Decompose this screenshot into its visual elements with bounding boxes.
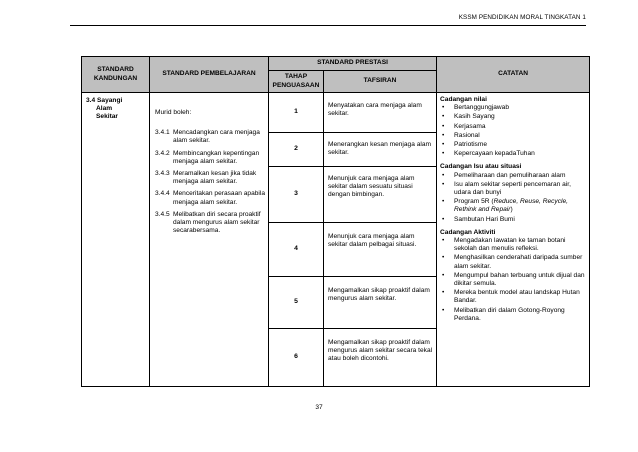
standards-table bbox=[81, 56, 590, 387]
tahap-6: 6 bbox=[269, 329, 324, 387]
list-item: • Rasional bbox=[442, 131, 480, 139]
list-item: • Sambutan Hari Bumi bbox=[442, 215, 515, 223]
header-standard-kandungan: STANDARD KANDUNGAN bbox=[82, 57, 150, 93]
tahap-2: 2 bbox=[269, 133, 324, 167]
sp-item-num: 3.4.2 bbox=[155, 149, 170, 157]
sk-num: 3.4 bbox=[86, 97, 96, 104]
nilai-list bbox=[440, 104, 586, 158]
header-tahap-penguasaan: TAHAP PENGUASAAN bbox=[269, 71, 324, 93]
tafsiran-5: Mengamalkan sikap proaktif dalam mengurus alam sekitar. bbox=[324, 277, 437, 329]
tafsiran-6: Mengamalkan sikap proaktif dalam mengurus alam sekitar secara tekal atau boleh dicontohi. bbox=[324, 329, 437, 387]
list-item: • Melibatkan diri dalam Gotong-Royong Perdana. bbox=[442, 306, 565, 322]
header-standard-prestasi: STANDARD PRESTASI bbox=[269, 57, 437, 71]
list-item: • Mengumpul bahan terbuang untuk dijual dan dikitar semula. bbox=[442, 271, 585, 288]
standard-pembelajaran-cell bbox=[150, 93, 269, 387]
tahap-3: 3 bbox=[269, 167, 324, 223]
document-header: KSSM PENDIDIKAN MORAL TINGKATAN 1 bbox=[458, 14, 586, 21]
sk-title-3: Sekitar bbox=[96, 113, 118, 121]
page-number: 37 bbox=[315, 404, 323, 411]
tahap-1: 1 bbox=[269, 93, 324, 133]
sp-item-text: Membincangkan kepentingan menjaga alam sekitar. bbox=[173, 149, 260, 165]
list-item: • Mereka bentuk model atau landskap Hutan Bandar. bbox=[442, 289, 580, 305]
cadangan-nilai-heading: Cadangan nilai bbox=[440, 96, 487, 103]
list-item: • Bertanggungjawab bbox=[442, 104, 510, 112]
tahap-4: 4 bbox=[269, 223, 324, 277]
sp-item-num: 3.4.5 bbox=[155, 210, 170, 218]
list-item: • Kasih Sayang bbox=[442, 113, 495, 121]
sp-item-num: 3.4.4 bbox=[155, 190, 170, 198]
sp-item bbox=[155, 170, 266, 186]
cadangan-isu-heading: Cadangan Isu atau situasi bbox=[440, 163, 522, 171]
list-item: • Patriotisme bbox=[442, 141, 487, 149]
list-item: • Menghasilkan cenderahati daripada sumber alam sekitar. bbox=[442, 254, 583, 270]
cadangan-aktiviti-heading: Cadangan Aktiviti bbox=[440, 228, 496, 236]
header-tafsiran: TAFSIRAN bbox=[324, 71, 437, 93]
header-standard-pembelajaran: STANDARD PEMBELAJARAN bbox=[150, 57, 269, 93]
header-catatan: CATATAN bbox=[437, 57, 590, 93]
sp-item-num: 3.4.3 bbox=[155, 170, 170, 178]
aktiviti-list bbox=[440, 237, 586, 323]
tafsiran-3: Menunjuk cara menjaga alam sekitar dalam sesuatu situasi dengan bimbingan. bbox=[324, 167, 437, 223]
tafsiran-1: Menyatakan cara menjaga alam sekitar. bbox=[324, 93, 437, 133]
sp-item bbox=[155, 129, 266, 145]
sk-title-1: Sayangi bbox=[97, 97, 123, 104]
sp-item-text: Meramalkan kesan jika tidak menjaga alam sekitar. bbox=[173, 170, 257, 186]
list-item: • Pemeliharaan dan pemuliharaan alam bbox=[442, 171, 566, 179]
sp-item-text: Menceritakan perasaan apabila menjaga alam sekitar. bbox=[173, 190, 266, 206]
list-item: • Program 5R (Reduce, Reuse, Recycle, Rethink and Repair) bbox=[442, 198, 568, 214]
tafsiran-2: Menerangkan kesan menjaga alam sekitar. bbox=[324, 133, 437, 167]
tafsiran-4: Menunjuk cara menjaga alam sekitar dalam pelbagai situasi. bbox=[324, 223, 437, 277]
tahap-5: 5 bbox=[269, 277, 324, 329]
sp-intro: Murid boleh: bbox=[155, 109, 192, 116]
catatan-cell bbox=[437, 93, 590, 387]
sp-item-num: 3.4.1 bbox=[155, 129, 170, 137]
isu-list bbox=[440, 172, 586, 224]
sp-item-text: Melibatkan diri secara proaktif dalam mengurus alam sekitar secarabersama. bbox=[173, 210, 261, 235]
sp-item-text: Mencadangkan cara menjaga alam sekitar. bbox=[173, 129, 260, 145]
list-item: • Isu alam sekitar seperti pencemaran air, udara dan bunyi bbox=[442, 180, 571, 197]
sk-title-2: Alam bbox=[96, 105, 113, 113]
sp-item bbox=[155, 211, 266, 236]
list-item: • Mengadakan lawatan ke taman botani sekolah dan menulis refleksi. bbox=[442, 237, 566, 253]
header-rule bbox=[70, 25, 586, 26]
standard-kandungan-cell bbox=[82, 93, 150, 387]
list-item: • Kerjasama bbox=[442, 122, 486, 130]
sp-item bbox=[155, 190, 266, 206]
list-item: • Kepercayaan kepadaTuhan bbox=[442, 150, 535, 158]
sp-item bbox=[155, 150, 266, 166]
